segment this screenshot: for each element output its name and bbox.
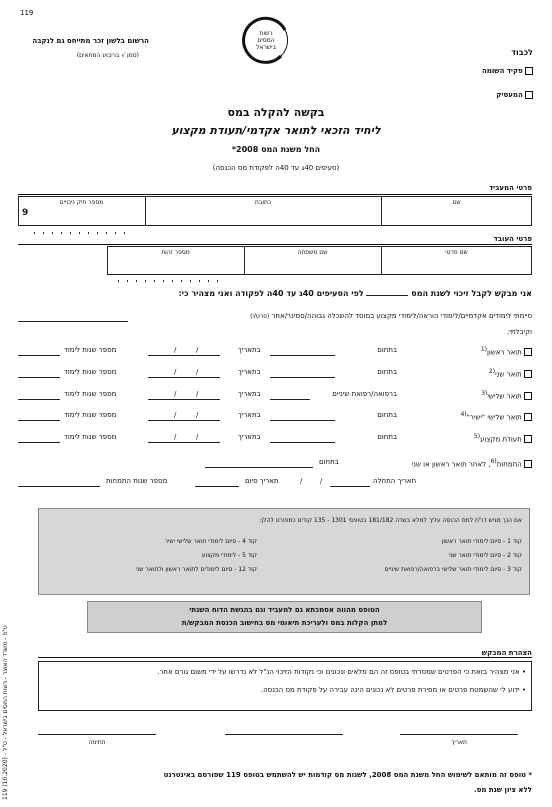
- employee-id-label: מספר זהות: [161, 249, 190, 256]
- declaration-middle-field[interactable]: [225, 734, 343, 735]
- employee-section-title: פרטי העובד: [493, 235, 532, 243]
- degree-0-checkbox[interactable]: [524, 348, 532, 356]
- degree-3-years-label: מספר שנות לימוד: [64, 411, 117, 419]
- degree-4-field-label: בתחום: [377, 433, 397, 441]
- degree-3-date-label: בתאריך: [238, 411, 261, 419]
- form-title-3: החל משנת המס 2008*: [231, 145, 321, 154]
- footnote-line-2: ללא ציון שנת מס.: [473, 786, 532, 794]
- notice-line-2: למתן הקלות במס ולעריכת תיאומי מס בחישוב הכנסת המבקש/ת: [181, 619, 388, 627]
- degree-1-years-field[interactable]: [18, 377, 60, 378]
- to-label: לכבוד: [511, 48, 533, 57]
- degree-1-date-label: בתאריך: [238, 368, 261, 376]
- degree-2-years-field[interactable]: [18, 399, 60, 400]
- specialization-years-field[interactable]: [18, 486, 100, 487]
- declaration-title: הצהרת המבקש: [481, 649, 532, 657]
- id-number-ticks[interactable]: [118, 267, 226, 286]
- assessor-checkbox[interactable]: [525, 67, 533, 75]
- degree-0-field-input[interactable]: [270, 355, 335, 356]
- check-instruction: (סמן √ בריבוע המתאים): [76, 52, 139, 59]
- employer-file-label: מספר תיק ניכויים: [59, 199, 104, 206]
- codes-intro: אם הנך מגיש דו"ח למס הכנסה עליך למלא בשדה 181/182 בטופסי 1301 - 135 קודים כמפורט להלן:: [259, 517, 522, 524]
- specialization-checkbox[interactable]: [524, 460, 532, 468]
- degree-0-years-label: מספר שנות לימוד: [64, 346, 117, 354]
- employee-last-name-label: שם משפחה: [297, 249, 328, 256]
- form-title-2: ליחיד הזכאי לתואר אקדמי/תעודת מקצוע: [171, 124, 381, 137]
- degree-3-checkbox[interactable]: [524, 413, 532, 421]
- degree-row-2-label: תואר שלישי$^{(3}$: [481, 390, 532, 400]
- degree-row-3-label: תואר שלישי "ישיר"$^{(4}$: [460, 411, 532, 421]
- studies-line: סיימתי לימודים אקדמיים/לימודי הוראה/לימודי מקצוע במוסד להשכלה גבוהה/סמינר/אחר (פרט/י): [250, 312, 532, 320]
- degree-1-checkbox[interactable]: [524, 370, 532, 378]
- degree-1-years-label: מספר שנות לימוד: [64, 368, 117, 376]
- code-5: קוד 5 - לימודי מקצוע: [201, 552, 257, 559]
- to-option-employer[interactable]: המעסיק: [496, 91, 533, 99]
- degree-row-0-label: תואר ראשון$^{(1}$: [481, 346, 532, 356]
- code-1: קוד 1 - סיום לימודי תואר ראשון: [441, 538, 522, 545]
- tax-year-field[interactable]: [366, 295, 408, 296]
- degree-3-date-field[interactable]: [148, 420, 220, 421]
- file-number-ticks[interactable]: [34, 219, 133, 238]
- to-option-assessor[interactable]: פקיד השומה: [482, 67, 533, 75]
- degree-2-date-field[interactable]: [148, 399, 220, 400]
- employer-name-label: שם: [452, 199, 461, 206]
- form-number: 119: [20, 9, 34, 17]
- date-label: תאריך: [451, 739, 467, 746]
- declaration-item-2: • ידוע לי שהשמטת פרטים או מסירת פרטים לא נכונים הינה עבירה על פקודת מס הכנסה.: [260, 686, 526, 694]
- tax-authority-logo: [241, 16, 291, 68]
- degree-1-field-label: בתחום: [377, 368, 397, 376]
- code-3: קוד 3 - סיום לימודי תואר שלישי ברפואה/רפואת שיניים: [384, 566, 522, 573]
- employee-first-name-label: שם פרטי: [445, 249, 468, 256]
- degree-2-field-label: ברפואה/רפואת שיניים: [332, 390, 397, 398]
- degree-2-date-label: בתאריך: [238, 390, 261, 398]
- degree-4-date-field[interactable]: [148, 442, 220, 443]
- specialization-field-label: בתחום: [319, 458, 339, 466]
- signature-label: חתימה: [88, 739, 106, 746]
- degree-3-field-input[interactable]: [270, 420, 335, 421]
- degree-row-4-label: תעודת מקצוע$^{(5}$: [474, 433, 532, 443]
- received-label: וקיבלתי:: [507, 328, 532, 336]
- degree-4-years-field[interactable]: [18, 442, 60, 443]
- logo-line3: בישראל: [256, 44, 276, 51]
- gender-note: הרשום בלשון זכר מתייחס גם לנקבה: [32, 37, 149, 45]
- request-line: אני מבקש לקבל זיכוי לשנת המס לפי הסעיפים 40ג עד 40ה לפקודה ואני מצהיר כי:: [178, 289, 532, 298]
- logo-line1: רשות: [259, 30, 273, 37]
- start-date-label: תאריך התחלה: [373, 477, 417, 485]
- code-2: קוד 2 - סיום לימודי תואר שני: [448, 552, 522, 559]
- degree-3-field-label: בתחום: [377, 411, 397, 419]
- degree-4-years-label: מספר שנות לימוד: [64, 433, 117, 441]
- degree-3-years-field[interactable]: [18, 420, 60, 421]
- degree-2-years-label: מספר שנות לימוד: [64, 390, 117, 398]
- degree-row-1-label: תואר שני$^{(2}$: [489, 368, 532, 378]
- specialization-years-label: מספר שנות התמחות: [106, 477, 168, 485]
- degree-2-checkbox[interactable]: [524, 392, 532, 400]
- specialization-row: התמחות$^{(6}$, לאחר תואר ראשון או שני: [412, 458, 532, 468]
- specialization-field-input[interactable]: [205, 467, 313, 468]
- degree-0-date-label: בתאריך: [238, 346, 261, 354]
- side-print-code: 119 (10.2020) - ט"פ - משרד האוצר - רשות המסים בישראל - ט"ל: [2, 625, 9, 800]
- form-title-4: (סעיפים 40ג עד 40ה לפקודת מס הכנסה): [212, 164, 340, 172]
- degree-0-date-field[interactable]: [148, 355, 220, 356]
- employer-address-label: כתובת: [254, 199, 272, 206]
- end-date-field[interactable]: [195, 486, 239, 487]
- code-4: קוד 4 - סיום לימודי תואר שלישי ישיר: [164, 538, 257, 545]
- degree-4-checkbox[interactable]: [524, 435, 532, 443]
- file-number-prefix: 9: [22, 208, 29, 218]
- logo-line2: המסים: [257, 37, 275, 44]
- employer-checkbox[interactable]: [525, 91, 533, 99]
- degree-4-date-label: בתאריך: [238, 433, 261, 441]
- declaration-item-1: • אני מצהיר בזאת כי הפרטים שמסרתי בטופס זה הם מלאים ונכונים וכי נקודות הזיכוי הנ"ל לא נדרשו על ידי משום גורם אחר.: [157, 668, 526, 676]
- degree-0-field-label: בתחום: [377, 346, 397, 354]
- degree-1-field-input[interactable]: [270, 377, 335, 378]
- notice-line-1: הטופס מהווה אסמכתא גם למעביד וגם בהגשת הדוח השנתי: [189, 606, 380, 614]
- degree-4-field-input[interactable]: [270, 442, 335, 443]
- declaration-date-field[interactable]: [400, 734, 518, 735]
- degree-2-field-input[interactable]: [270, 399, 310, 400]
- codes-right-column: [385, 535, 523, 577]
- degree-1-date-field[interactable]: [148, 377, 220, 378]
- codes-left-column: [136, 535, 257, 577]
- studies-other-field[interactable]: [18, 321, 128, 322]
- end-date-label: תאריך סיום: [245, 477, 279, 485]
- declaration-signature-field[interactable]: [38, 734, 156, 735]
- start-date-field[interactable]: [330, 486, 370, 487]
- form-title-1: בקשה להקלה במס: [227, 106, 325, 119]
- degree-0-years-field[interactable]: [18, 355, 60, 356]
- code-12: קוד 12 - סיום לימודים לתואר ראשון ולתואר שני: [135, 566, 257, 573]
- employer-section-title: פרטי המעביד: [488, 184, 532, 192]
- footnote-line-1: * טופס זה מותאם לשימוש החל משנת המס 2008, לשנות מס קודמות יש להשתמש בטופס 119 שפורסם באינטרנט: [163, 771, 532, 779]
